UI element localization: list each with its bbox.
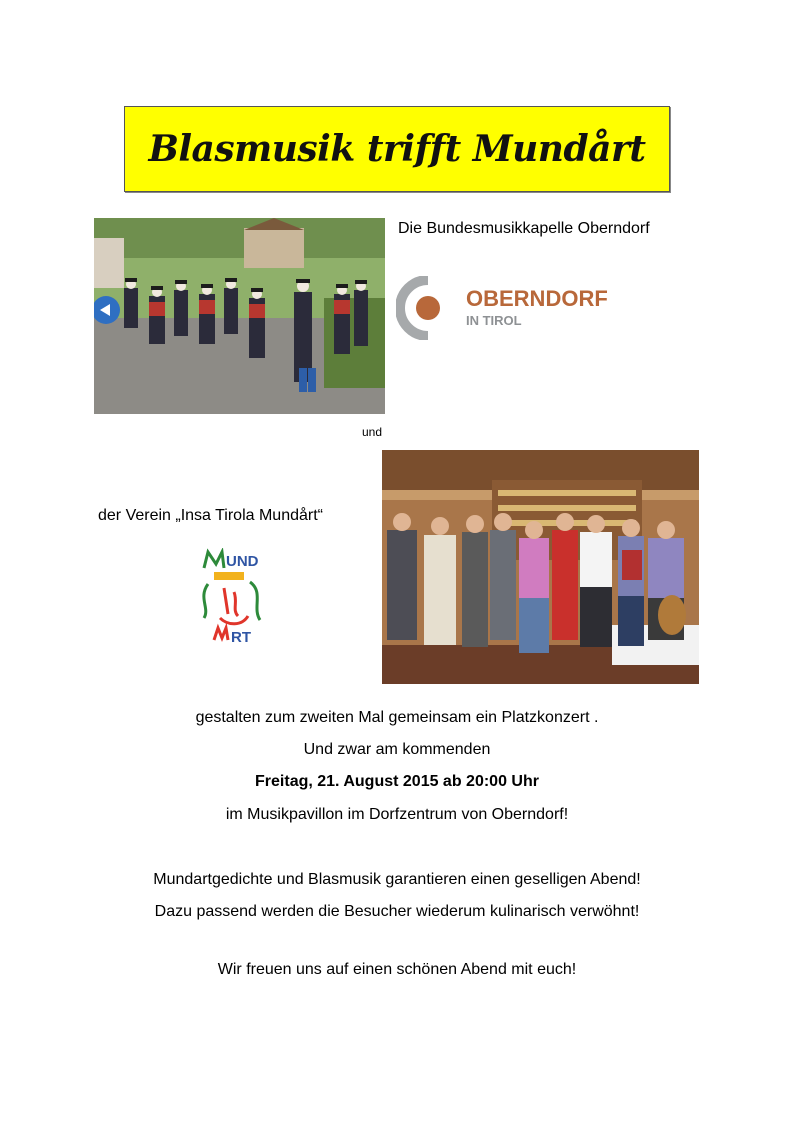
- connector-text: und: [362, 425, 383, 439]
- band-parade-photo: [94, 218, 385, 414]
- mundart-logo-bottom: RT: [231, 629, 251, 646]
- body-line-6: Dazu passend werden die Besucher wiederum kulinarisch verwöhnt!: [154, 903, 640, 920]
- oberndorf-logo-line1: OBERNDORF: [466, 286, 608, 311]
- mundart-logo: [198, 548, 270, 650]
- oberndorf-logo-line2: IN TIROL: [466, 313, 522, 328]
- page-title: Blasmusik trifft Mundårt: [148, 128, 646, 170]
- group-photo: [382, 450, 699, 684]
- oberndorf-logo: [396, 276, 616, 340]
- band-name: Die Bundesmusikkapelle Oberndorf: [398, 220, 650, 237]
- mundart-logo-top: UND: [226, 553, 259, 570]
- association-name: der Verein „Insa Tirola Mundårt“: [98, 507, 323, 524]
- body-line-2: Und zwar am kommenden: [303, 741, 491, 758]
- event-date: Freitag, 21. August 2015 ab 20:00 Uhr: [255, 773, 539, 790]
- title-banner: [124, 106, 670, 192]
- body-line-1: gestalten zum zweiten Mal gemeinsam ein Platzkonzert .: [195, 709, 599, 726]
- event-location: im Musikpavillon im Dorfzentrum von Oberndorf!: [225, 806, 569, 823]
- body-line-5: Mundartgedichte und Blasmusik garantieren einen geselligen Abend!: [153, 871, 641, 888]
- closing-line: Wir freuen uns auf einen schönen Abend mit euch!: [217, 961, 577, 978]
